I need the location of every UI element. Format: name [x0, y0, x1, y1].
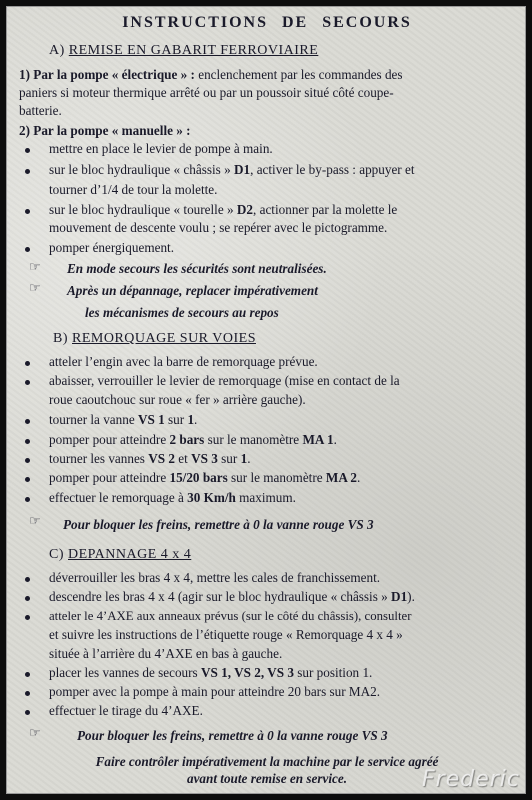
c-step-3-cont1: et suivre les instructions de l’étiquette rouge « Remorquage 4 x 4 »	[49, 627, 403, 642]
a-step-1: mettre en place le levier de pompe à main.	[49, 141, 273, 156]
section-b-prefix: B)	[53, 331, 68, 346]
footer-line-1: Faire contrôler impérativement la machine par le service agréé	[95, 754, 439, 769]
b-step-3-text-b: sur	[164, 412, 188, 427]
b-step-3-end: .	[194, 412, 198, 427]
b-step-4	[49, 432, 337, 448]
section-a-heading	[49, 43, 318, 59]
section-a-title: REMISE EN GABARIT FERROVIAIRE	[68, 43, 319, 58]
c-step-4-text: placer les vannes de secours	[49, 665, 201, 680]
b-step-5-end: .	[247, 451, 251, 466]
c-step-2-end: ).	[407, 589, 415, 604]
bullet-icon	[25, 577, 30, 582]
c-step-3-cont2: située à l’arrière du 4’AXE en bas à gauche.	[49, 646, 283, 661]
a-note-2b: les mécanismes de secours au repos	[85, 305, 279, 320]
pointing-hand-icon: ☞	[29, 259, 41, 274]
bullet-icon	[25, 672, 30, 677]
plate-title: INSTRUCTIONS DE SECOURS	[122, 14, 412, 31]
a-step-2-text-b: , activer le by-pass : appuyer et	[250, 162, 415, 177]
pump-electric-line3: batterie.	[19, 103, 62, 118]
bullet-icon	[25, 247, 30, 252]
bullet-icon	[25, 596, 30, 601]
bullet-icon	[25, 691, 30, 696]
c-step-4-end: sur position 1.	[293, 665, 373, 680]
instruction-plate	[6, 6, 526, 794]
b-step-6	[49, 470, 360, 486]
b-step-6-text: pomper pour atteindre	[49, 470, 170, 485]
bullet-icon	[25, 497, 30, 502]
bullet-icon	[25, 148, 30, 153]
b-step-3	[49, 412, 197, 428]
b-step-2-cont: roue caoutchouc sur roue « fer » arrière gauche).	[49, 392, 306, 407]
bullet-icon	[25, 615, 30, 620]
b-step-6-end: .	[357, 470, 361, 485]
bullet-icon	[25, 439, 30, 444]
b-step-6-code: MA 2	[325, 470, 358, 485]
c-step-4-code: VS 1, VS 2, VS 3	[200, 665, 294, 680]
a-step-3-text: sur le bloc hydraulique « tourelle »	[49, 202, 237, 217]
c-step-2	[49, 589, 415, 605]
b-step-7	[49, 490, 296, 506]
b-step-4-end: .	[333, 432, 337, 447]
b-step-5-val: 1	[240, 451, 248, 466]
section-b-heading	[53, 331, 256, 347]
pointing-hand-icon: ☞	[29, 280, 41, 295]
b-step-6-text-b: sur le manomètre	[227, 470, 326, 485]
c-step-2-code: D1	[391, 589, 408, 604]
b-step-3-val: 1	[187, 412, 195, 427]
section-c-title: DEPANNAGE 4 x 4	[68, 547, 192, 562]
c-step-5: pomper avec la pompe à main pour atteindre 20 bars sur MA2.	[49, 684, 381, 699]
pump-manual-label: 2) Par la pompe « manuelle » :	[19, 123, 191, 138]
a-step-2-cont: tourner d’1/4 de tour la molette.	[49, 182, 218, 197]
pointing-hand-icon: ☞	[29, 725, 41, 740]
bullet-icon	[25, 419, 30, 424]
a-step-3-text-b: , actionner par la molette le	[253, 202, 398, 217]
a-note-1: En mode secours les sécurités sont neutralisées.	[67, 261, 327, 276]
b-step-4-text-b: sur le manomètre	[204, 432, 303, 447]
pump-electric-label: 1) Par la pompe « électrique » :	[19, 67, 195, 82]
section-c-heading	[49, 547, 191, 563]
b-step-6-val: 15/20 bars	[169, 470, 228, 485]
pump-electric-line2: paniers si moteur thermique arrêté ou par un poussoir situé côté coupe-	[19, 85, 394, 100]
section-b-title: REMORQUAGE SUR VOIES	[72, 331, 256, 346]
b-step-4-text: pomper pour atteindre	[49, 432, 170, 447]
bullet-icon	[25, 361, 30, 366]
bullet-icon	[25, 169, 30, 174]
pump-electric-line1	[19, 67, 403, 83]
c-note: Pour bloquer les freins, remettre à 0 la vanne rouge VS 3	[77, 728, 388, 743]
c-step-3: atteler le 4’AXE aux anneaux prévus (sur le côté du châssis), consulter	[49, 609, 412, 623]
b-step-4-code: MA 1	[302, 432, 334, 447]
a-step-2-code: D1	[233, 162, 251, 177]
c-step-1: déverrouiller les bras 4 x 4, mettre les cales de franchissement.	[49, 570, 381, 585]
a-step-4: pomper énergiquement.	[49, 240, 174, 255]
b-note: Pour bloquer les freins, remettre à 0 la vanne rouge VS 3	[63, 517, 374, 532]
a-step-2-text: sur le bloc hydraulique « châssis »	[49, 162, 234, 177]
b-step-3-code: VS 1	[137, 412, 165, 427]
b-step-3-text: tourner la vanne	[49, 412, 138, 427]
bullet-icon	[25, 380, 30, 385]
bullet-icon	[25, 710, 30, 715]
b-step-5-code2: VS 3	[191, 451, 218, 466]
b-step-5-text: tourner les vannes	[49, 451, 149, 466]
bullet-icon	[25, 477, 30, 482]
section-a-prefix: A)	[49, 43, 65, 58]
b-step-5-on: sur	[217, 451, 241, 466]
a-step-3	[49, 202, 397, 218]
c-step-4	[49, 665, 372, 681]
a-step-3-code: D2	[236, 202, 253, 217]
b-step-5	[49, 451, 250, 467]
bullet-icon	[25, 209, 30, 214]
footer-line-2: avant toute remise en service.	[186, 771, 348, 786]
b-step-2: abaisser, verrouiller le levier de remorquage (mise en contact de la	[49, 373, 400, 388]
pointing-hand-icon: ☞	[29, 513, 41, 528]
b-step-5-code1: VS 2	[148, 451, 175, 466]
b-step-7-val: 30 Km/h	[187, 490, 236, 505]
a-step-3-cont: mouvement de descente voulu ; se repérer avec le pictogramme.	[49, 220, 388, 235]
photographer-signature: Frederic	[422, 767, 520, 792]
b-step-1: atteler l’engin avec la barre de remorquage prévue.	[49, 354, 318, 369]
a-step-2	[49, 162, 415, 178]
bullet-icon	[25, 458, 30, 463]
b-step-7-end: maximum.	[235, 490, 296, 505]
pump-electric-text: enclenchement par les commandes des	[194, 67, 403, 82]
b-step-4-val: 2 bars	[169, 432, 205, 447]
c-step-2-text: descendre les bras 4 x 4 (agir sur le bloc hydraulique « châssis »	[49, 589, 392, 604]
c-step-6: effectuer le tirage du 4’AXE.	[49, 703, 203, 718]
a-note-2a: Après un dépannage, replacer impérativement	[67, 283, 318, 298]
b-step-7-text: effectuer le remorquage à	[49, 490, 188, 505]
b-step-5-and: et	[175, 451, 192, 466]
section-c-prefix: C)	[49, 547, 64, 562]
